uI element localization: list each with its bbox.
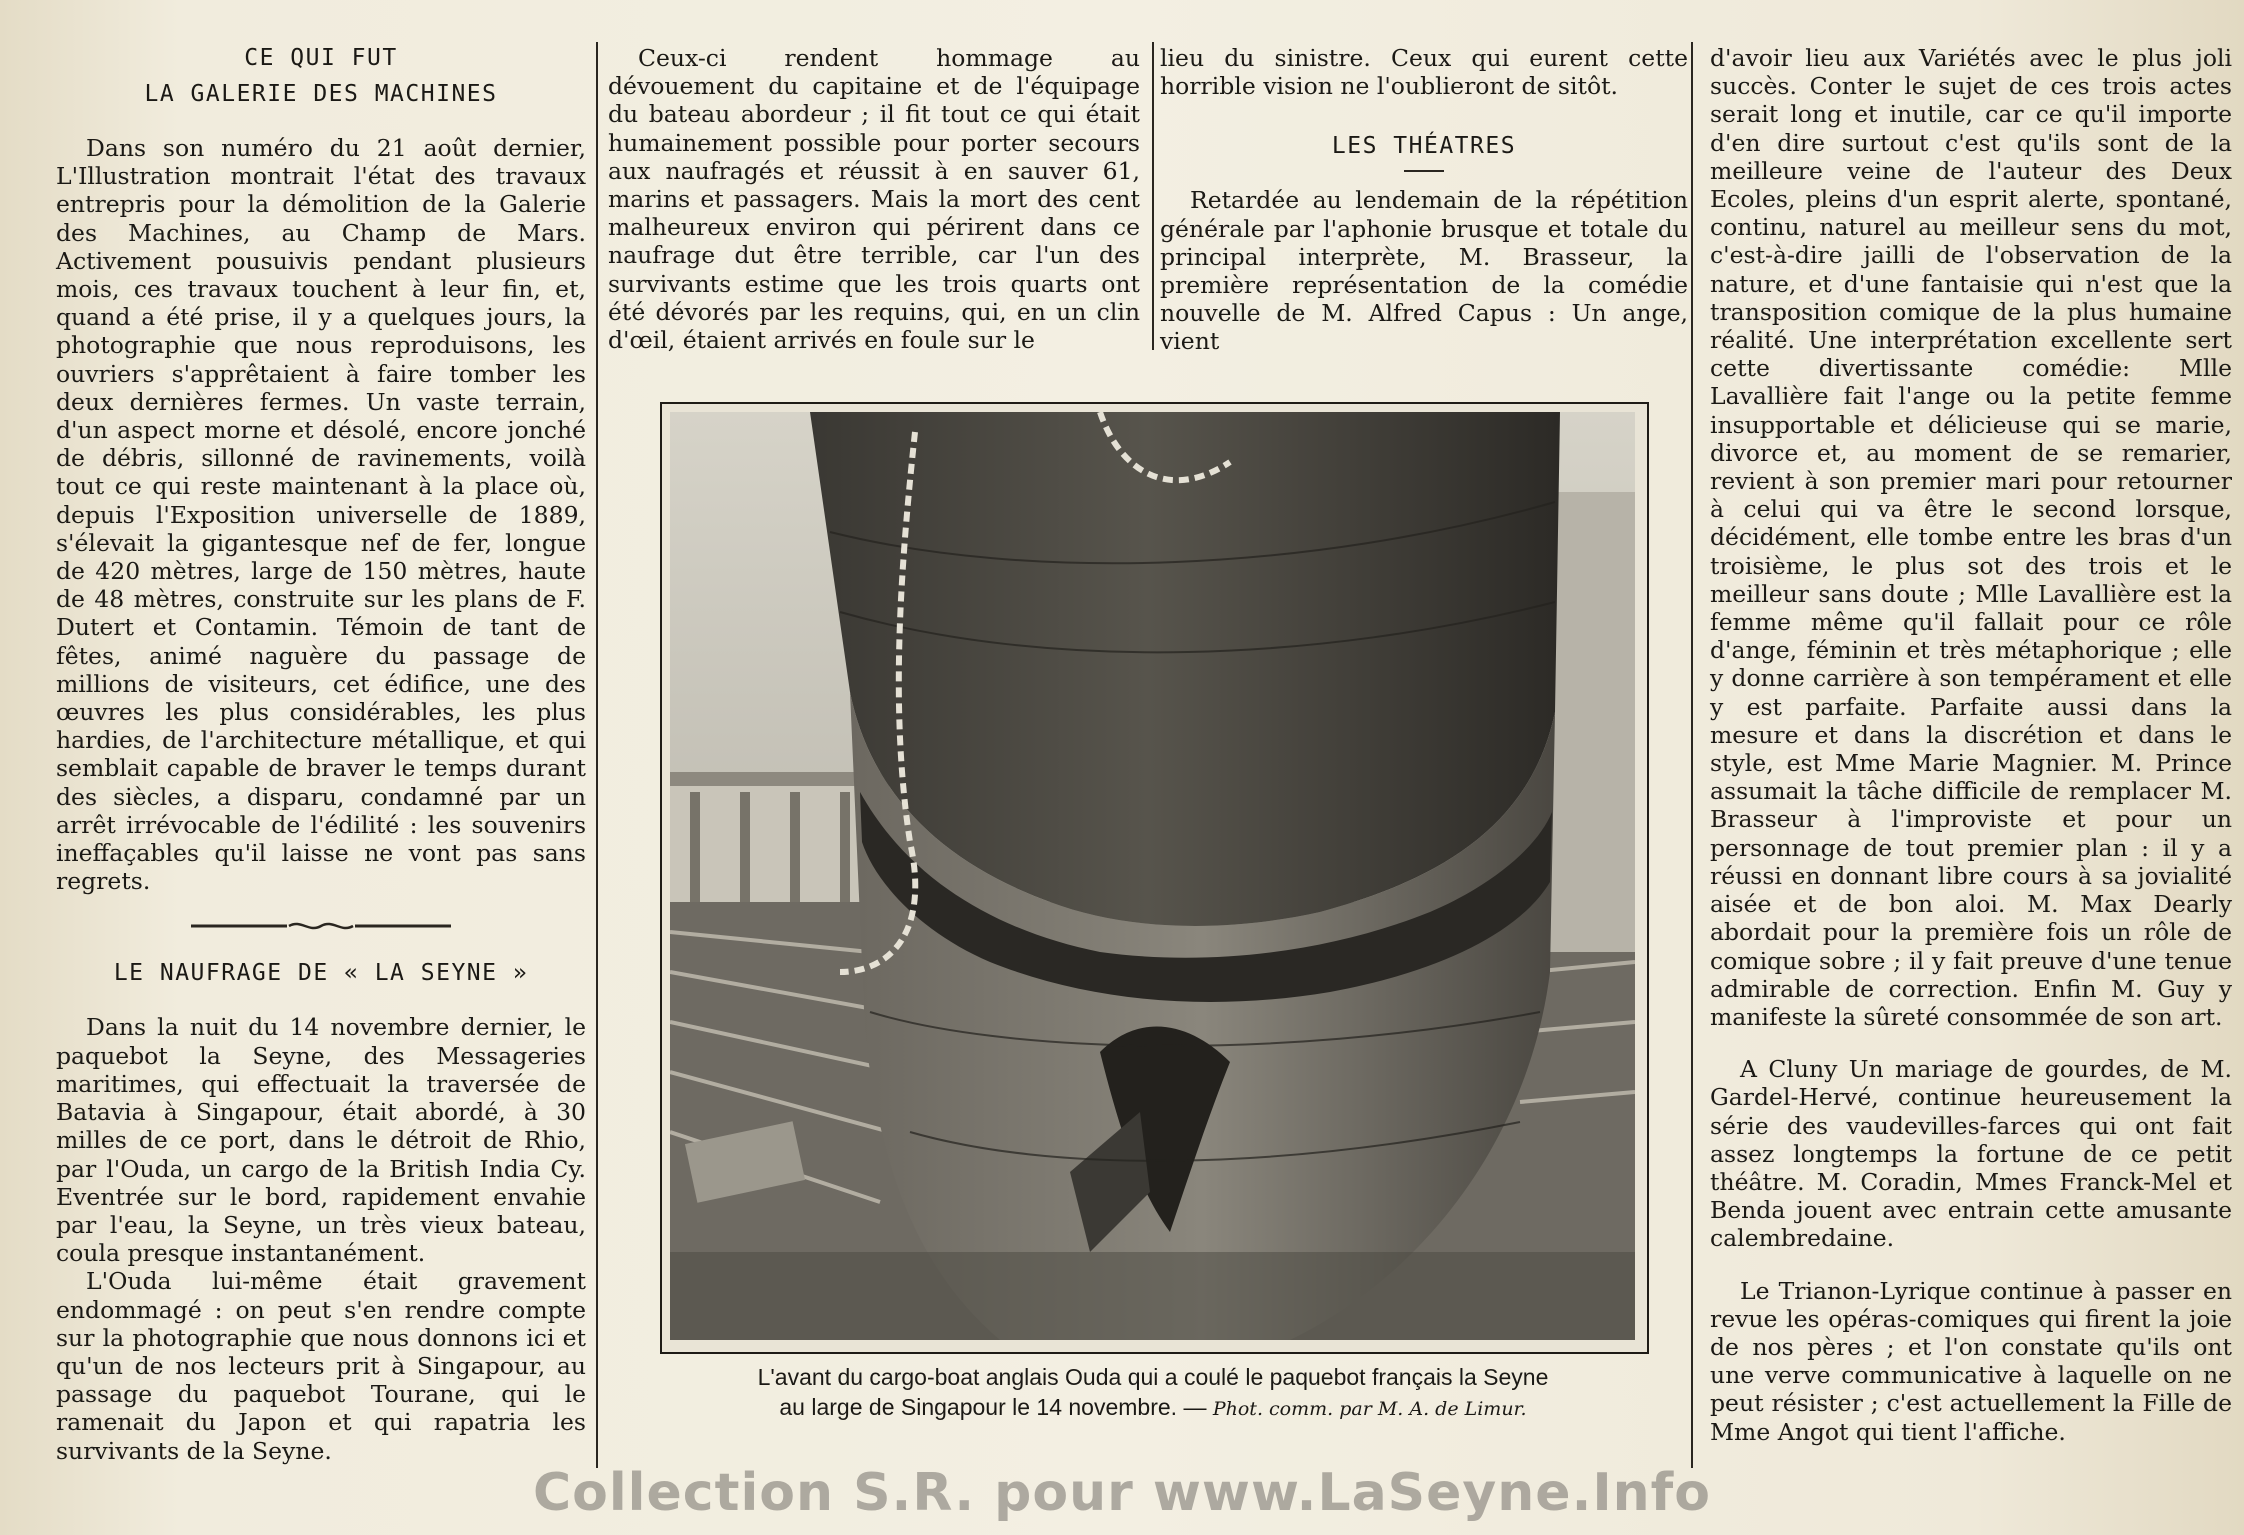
- article-varietes-text: d'avoir lieu aux Variétés avec le plus joli succès. Conter le sujet de ces trois actes serait long et inutile, car ce qu'il importe d'en dire surtout c'est qu'ils sont de la meilleure veine de l'auteur des Deux Ecoles, pleins d'un esprit alerte, spontané, continu, naturel au meilleur sens du mot, c'est-à-dire jailli de l'observation de la nature, et d'une fantaisie qui n'est que la transposition comique de la plus humaine réalité. Une interprétation excellente sert cette divertissante comédie: Mlle Lavallière fait l'ange ou la petite femme insupportable et délicieuse qui se marie, divorce et, au moment de se remarier, revient à son premier mari pour retourner à celui qui va être le second lorsque, décidément, elle tombe entre les bras d'un troisième, le plus sot des trois et le meilleur sans doute ; Mlle Lavallière est la femme même qu'il fallait pour ce rôle d'ange, féminin et très métaphorique ; elle y donne carrière à son tempérament et elle y est parfaite. Parfaite aussi dans la mesure et dans la discrétion et dans le style, est Mme Marie Magnier. M. Prince assumait la tâche difficile de remplacer M. Brasseur à l'improviste et pour un personnage de tout premier plan : il y a réussi en donnant libre cours à sa jovialité aisée et de bon aloi. M. Max Dearly abordait pour la première fois un rôle de comique sobre ; il y fait preuve d'une tenue admirable de correction. Enfin M. Guy y manifeste la sûreté consommée de son art.: [1710, 44, 2232, 1031]
- column-2: [608, 44, 1140, 354]
- column-3: [1160, 44, 1688, 356]
- column-1: [56, 40, 586, 1465]
- photo-caption: [620, 1362, 1686, 1424]
- article-galerie-text: Dans son numéro du 21 août dernier, L'Illustration montrait l'état des travaux entrepris pour la démolition de la Galerie des Machines, au Champ de Mars. Activement pousuivis pendant plusieurs mois, ces travaux touchent à leur fin, et, quand a été prise, il y a quelques jours, la photographie que nous reproduisons, les ouvriers s'apprêtaient à faire tomber les deux dernières fermes. Un vaste terrain, d'un aspect morne et désolé, encore jonché de débris, sillonné de ravinements, voilà tout ce qui reste maintenant à la place où, depuis l'Exposition universelle de 1889, s'élevait la gigantesque nef de fer, longue de 420 mètres, large de 150 mètres, haute de 48 mètres, construite sur les plans de F. Dutert et Contamin. Témoin de tant de fêtes, animé naguère du passage de millions de visiteurs, cet édifice, une des œuvres les plus considérables, les plus hardies, de l'architecture métallique, et qui semblait capable de braver le temps durant des siècles, a disparu, condamné par un arrêt irrévocable de l'édilité : les souvenirs ineffaçables qu'il laisse ne vont pas sans regrets.: [56, 134, 586, 896]
- heading-galerie-line1: CE QUI FUT: [244, 45, 398, 71]
- heading-underline: [1404, 170, 1444, 172]
- column-rule: [596, 42, 598, 1468]
- column-rule: [1691, 42, 1693, 1468]
- collection-watermark: Collection S.R. pour www.LaSeyne.Info: [532, 1463, 1712, 1523]
- article-trianon-text: Le Trianon-Lyrique continue à passer en revue les opéras-comiques qui firent la joie de nos pères ; et l'on constate qu'ils ont une verve communicative à laquelle on ne peut résister ; c'est actuellement la Fille de Mme Angot qui tient l'affiche.: [1710, 1276, 2232, 1446]
- photo-image: [670, 412, 1635, 1340]
- caption-line-1: L'avant du cargo-boat anglais Ouda qui a coulé le paquebot français la Seyne: [757, 1364, 1549, 1390]
- article-theatres-text: Retardée au lendemain de la répétition générale par l'aphonie brusque et totale du principal interprète, M. Brasseur, la première représentation de la comédie nouvelle de M. Alfred Capus : Un ange, vient: [1160, 186, 1688, 356]
- article-naufrage-text-2: L'Ouda lui-même était gravement endommagé : on peut s'en rendre compte sur la photographie que nous donnons ici et qu'un de nos lecteurs prit à Singapour, au passage du paquebot Tourane, qui le ramenait du Japon et qui rapatria les survivants de la Seyne.: [56, 1267, 586, 1465]
- article-naufrage-text-1: Dans la nuit du 14 novembre dernier, le paquebot la Seyne, des Messageries maritimes, qui effectuait la traversée de Batavia à Singapour, était abordé, à 30 milles de ce port, dans le détroit de Rhio, par l'Ouda, un cargo de la British India Cy. Eventrée sur le bord, rapidement envahie par l'eau, la Seyne, un très vieux bateau, coula presque instantanément.: [56, 1013, 586, 1268]
- column-rule: [1152, 42, 1154, 350]
- heading-galerie-line2: LA GALERIE DES MACHINES: [144, 81, 498, 107]
- caption-credit: Phot. comm. par M. A. de Limur.: [1212, 1398, 1527, 1420]
- caption-line-2: au large de Singapour le 14 novembre. —: [779, 1394, 1207, 1420]
- article-naufrage-continued: Ceux-ci rendent hommage au dévouement du capitaine et de l'équipage du bateau abordeur ; il fit tout ce qui était humainement possible pour porter secours aux naufragés et réussit à en sauver 61, marins et passagers. Mais la mort des cent malheureux environ qui périrent dans ce naufrage dut être terrible, car l'un des survivants estime que les trois quarts ont été dévorés par les requins, qui, en un clin d'œil, étaient arrivés en foule sur le: [608, 44, 1140, 355]
- ornament-divider: [191, 919, 451, 933]
- heading-naufrage: LE NAUFRAGE DE « LA SEYNE »: [113, 960, 529, 987]
- article-naufrage-end: lieu du sinistre. Ceux qui eurent cette horrible vision ne l'oublieront de sitôt.: [1160, 44, 1688, 101]
- photo-ship-bow: [660, 402, 1649, 1354]
- column-4: [1710, 44, 2232, 1446]
- heading-theatres: LES THÉATRES: [1331, 133, 1517, 160]
- article-cluny-text: A Cluny Un mariage de gourdes, de M. Gardel-Hervé, continue heureusement la série des vaudevilles-farces qui ont fait assez longtemps la fortune de ce petit théâtre. M. Coradin, Mmes Franck-Mel et Benda jouent avec entrain cette amusante calembredaine.: [1710, 1055, 2232, 1253]
